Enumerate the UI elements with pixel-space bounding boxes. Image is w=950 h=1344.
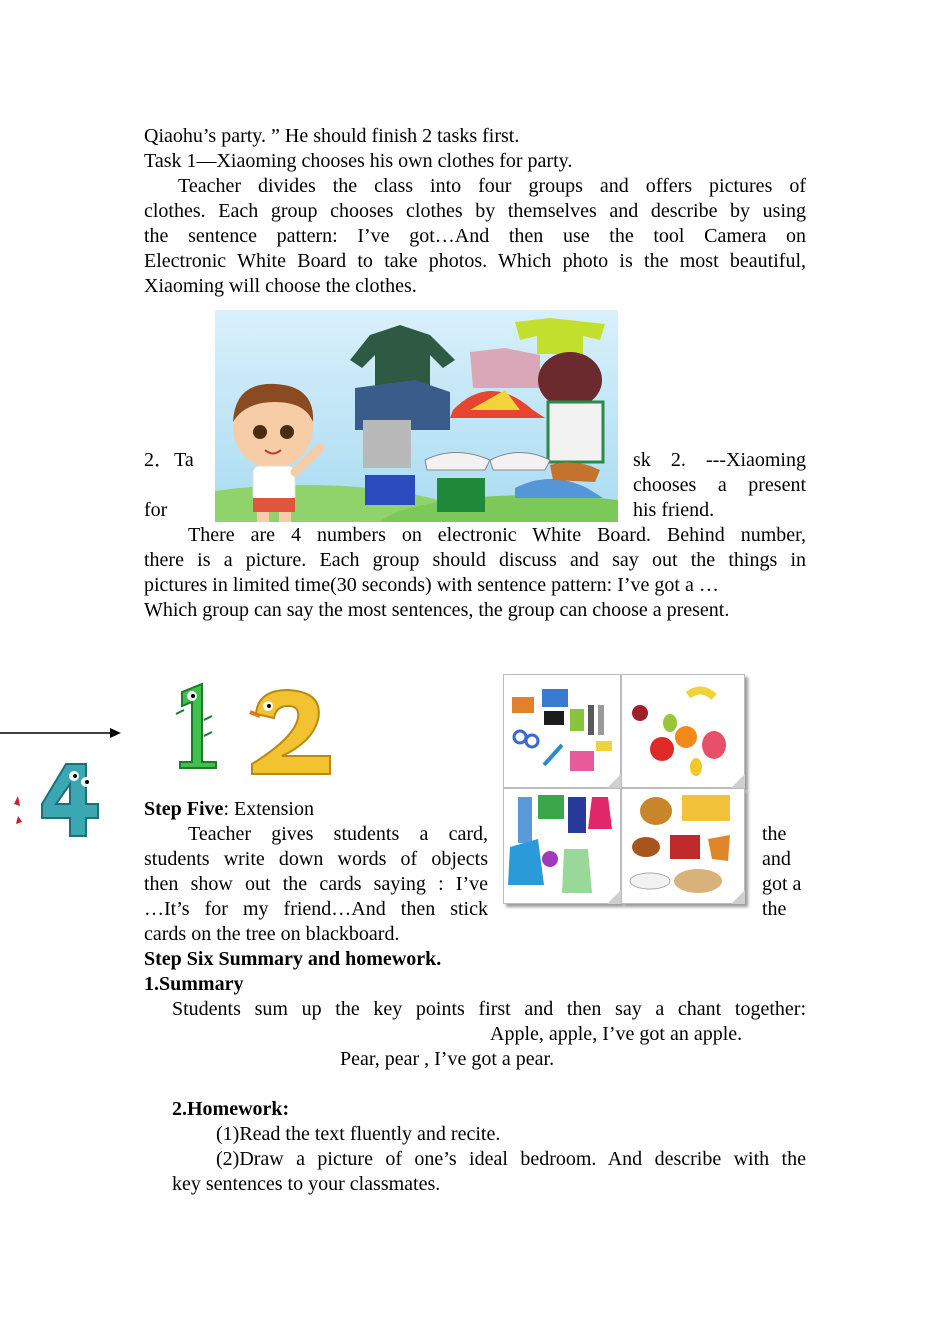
- task1-line: clothes. Each group chooses clothes by themselves and describe by using: [144, 200, 806, 222]
- step5-line: …It’s for my friend…And then stick: [144, 898, 488, 920]
- task1-paragraph: [144, 174, 806, 299]
- summary-text: [172, 997, 806, 1022]
- task2-paragraph: [144, 523, 806, 623]
- step5-right-word: the: [762, 823, 787, 845]
- task2-left-line1: 2．Ta: [144, 449, 194, 471]
- homework-item-2-line: (2)Draw a picture of one’s ideal bedroom. And describe with the: [216, 1148, 806, 1170]
- card-stationery: [503, 674, 621, 788]
- step5-right-word: got a: [762, 873, 802, 895]
- cards-picture: [503, 674, 747, 906]
- task1-line: Electronic White Board to take photos. Which photo is the most beautiful,: [144, 250, 806, 272]
- card-food: [621, 788, 745, 904]
- task2-right-line: his friend.: [633, 499, 715, 521]
- step5-heading-rest: : Extension: [223, 798, 314, 820]
- intro-line-1: Qiaohu’s party. ” He should finish 2 tasks first.: [144, 125, 520, 147]
- task1-line: Xiaoming will choose the clothes.: [144, 275, 417, 297]
- step5-line: students write down words of objects: [144, 848, 488, 870]
- step5-heading-bold: Step Five: [144, 798, 224, 820]
- number-four-icon: [14, 760, 114, 842]
- step5-left-column: [144, 822, 488, 922]
- homework-item-1: (1)Read the text fluently and recite.: [216, 1123, 501, 1145]
- step6-heading: Step Six Summary and homework.: [144, 948, 442, 970]
- homework-item-2-cont: key sentences to your classmates.: [172, 1173, 441, 1195]
- task2-line: there is a picture. Each group should discuss and say out the things in: [144, 549, 806, 571]
- chant-line-2: Pear, pear , I’ve got a pear.: [340, 1048, 555, 1070]
- number-one-icon: [168, 680, 228, 770]
- task2-left-line2: for: [144, 499, 168, 521]
- task2-line: There are 4 numbers on electronic White Board. Behind number,: [188, 524, 806, 546]
- step5-heading: [144, 797, 314, 822]
- summary-line: Students sum up the key points first and then say a chant together:: [172, 998, 806, 1020]
- clothes-picture: [215, 310, 618, 522]
- task2-line: Which group can say the most sentences, the group can choose a present.: [144, 599, 730, 621]
- step5-last-line: cards on the tree on blackboard.: [144, 923, 400, 945]
- homework-heading: 2.Homework:: [172, 1098, 290, 1120]
- step5-line: Teacher gives students a card,: [188, 823, 488, 845]
- intro-line-2: Task 1—Xiaoming chooses his own clothes for party.: [144, 150, 573, 172]
- task1-line: Teacher divides the class into four groups and offers pictures of: [178, 175, 806, 197]
- card-fruits: [621, 674, 745, 788]
- task2-right-line: sk 2. ---Xiaoming: [633, 449, 806, 471]
- summary-heading: 1.Summary: [144, 973, 244, 995]
- task2-right-line: chooses a present: [633, 474, 806, 496]
- chant-line-1: Apple, apple, I’ve got an apple.: [490, 1023, 743, 1045]
- homework-item-2: [216, 1147, 806, 1172]
- task2-line: pictures in limited time(30 seconds) with sentence pattern: I’ve got a …: [144, 574, 719, 596]
- step5-right-word: and: [762, 848, 791, 870]
- task2-right-column: [633, 448, 806, 523]
- task1-line: the sentence pattern: I’ve got…And then use the tool Camera on: [144, 225, 806, 247]
- step5-right-word: the: [762, 898, 787, 920]
- card-clothes: [503, 788, 621, 904]
- number-two-icon: [246, 686, 336, 778]
- arrow-icon: [0, 726, 122, 740]
- step5-line: then show out the cards saying : I’ve: [144, 873, 488, 895]
